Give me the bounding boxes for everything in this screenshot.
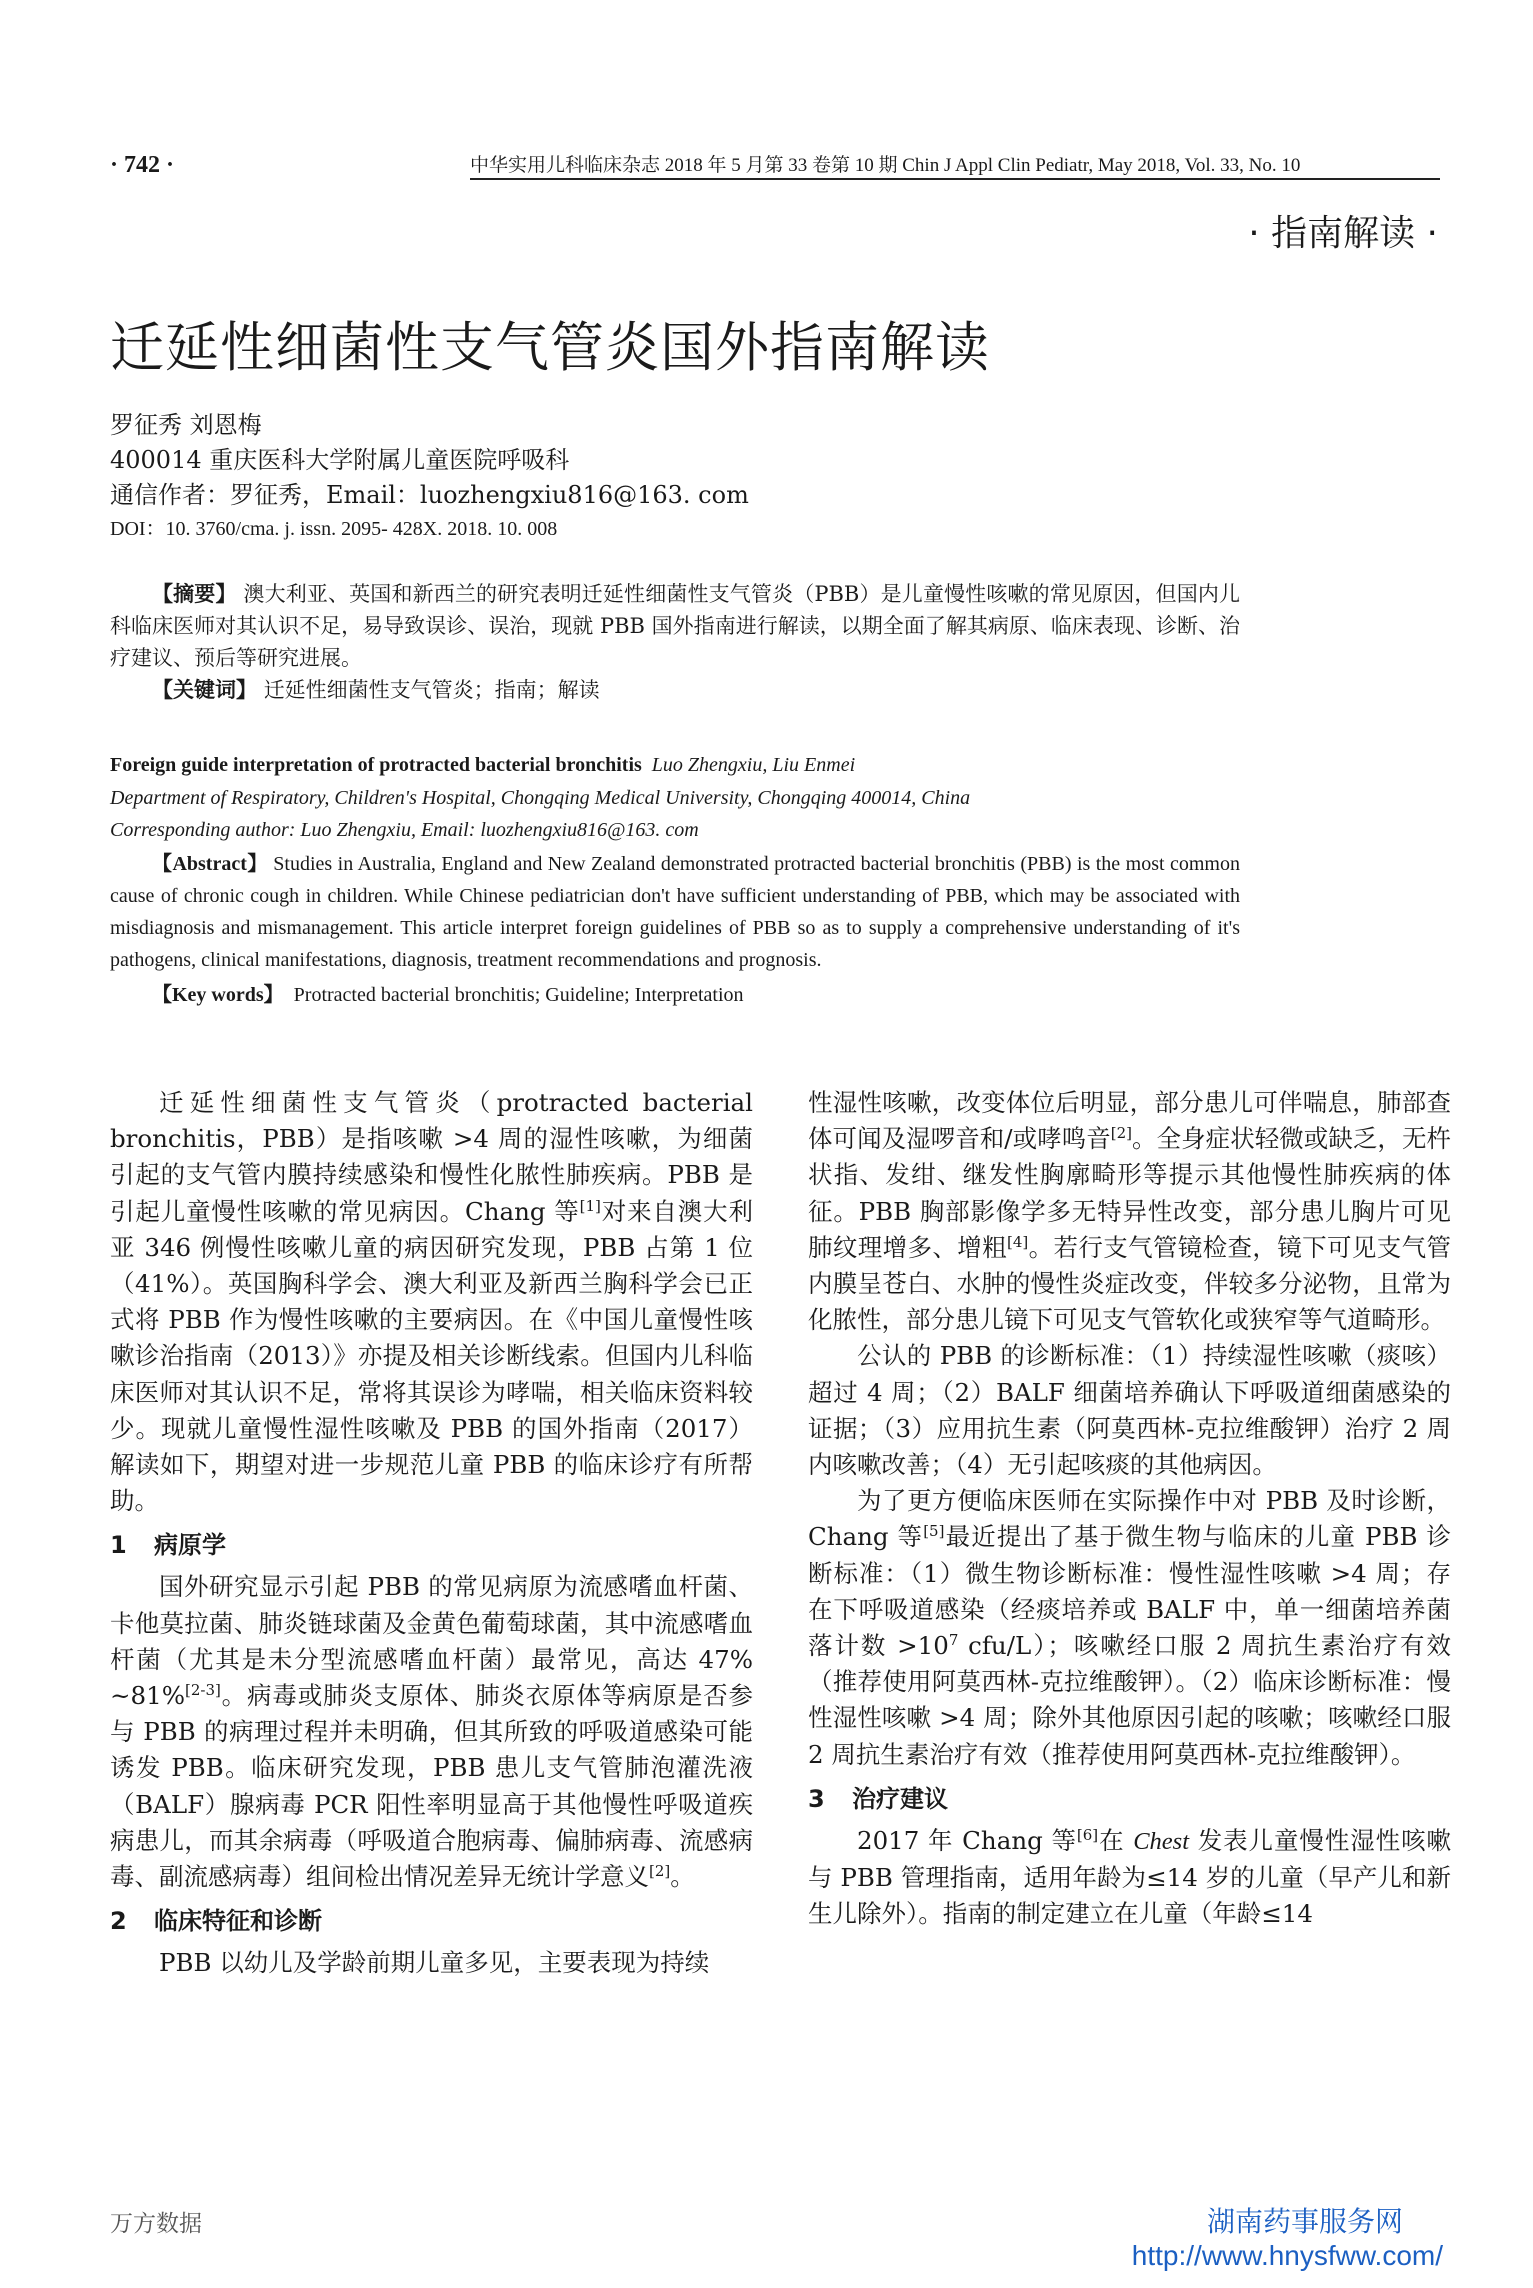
s2-text-1c: 。全身症状轻微或缺乏，无杵状指、发绀、继发性胸廓畸形等提示其他慢性肺疾病的体征。PBB 胸部影像学多无特异性改变，部分患儿胸片可见肺纹理增多、增粗: [808, 1124, 1451, 1262]
section-tag: · 指南解读 ·: [1248, 213, 1438, 254]
en-authors: Luo Zhengxiu, Liu Enmei: [651, 754, 856, 776]
section-title: 临床特征和诊断: [154, 1907, 322, 1936]
keywords-cn-text: 迁延性细菌性支气管炎；指南；解读: [263, 678, 600, 702]
section-number: 2: [110, 1907, 127, 1936]
s2-text-3b: 最近提出了基于微生物与临床的儿童 PBB 诊断标准：（1）微生物诊断标准：慢性湿性咳嗽 >4 周；存在下呼吸道感染（经痰培养或 BALF 中，单一细菌培养菌落计数 >10: [808, 1522, 1451, 1661]
section-number: 3: [808, 1784, 825, 1813]
citation: [2]: [1110, 1124, 1132, 1143]
authors: 罗征秀 刘恩梅: [110, 411, 262, 439]
correspondence: 通信作者：罗征秀，Email：luozhengxiu816@163. com: [110, 481, 749, 509]
citation: [6]: [1076, 1825, 1099, 1844]
exponent: 7: [948, 1630, 959, 1649]
section-2-paragraph-continued: [808, 1085, 1451, 1338]
abstract-en: [110, 748, 1240, 1012]
watermark-name: 湖南药事服务网: [1206, 2205, 1403, 2238]
en-keywords-label: 【Key words】: [152, 984, 284, 1006]
source-mark: 万方数据: [110, 2211, 202, 2237]
section-title: 病原学: [154, 1531, 226, 1560]
intro-paragraph: [110, 1085, 753, 1519]
s3-text-1b: 在: [1098, 1825, 1134, 1855]
citation: [1]: [579, 1196, 601, 1215]
keywords-cn-label: 【关键词】: [152, 678, 257, 702]
en-title: Foreign guide interpretation of protracted bacterial bronchitis: [110, 754, 642, 776]
section-2-paragraph-start: [110, 1945, 753, 1981]
journal-name: Chest: [1133, 1827, 1190, 1855]
en-keywords-text: Protracted bacterial bronchitis; Guideline; Interpretation: [293, 984, 744, 1006]
watermark-url[interactable]: http://www.hnysfww.com/: [1131, 2240, 1443, 2271]
s2-text-3a: 为了更方便临床医师在实际操作中对 PBB 及时诊断，Chang 等: [808, 1486, 1451, 1552]
en-abstract-text: Studies in Australia, England and New Zealand demonstrated protracted bacterial bronchitis (PBB) is the most common cause of chronic cough in children. While Chinese pediatrician don't have sufficient understanding of PBB, which may be associated with misdiagnosis and mismanagement. This article interpret foreign guidelines of PBB so as to supply a comprehensive understanding of it's pathogens, clinical manifestations, diagnosis, treatment recommendations and prognosis.: [110, 853, 1240, 971]
s1-text-3: 。: [670, 1862, 695, 1892]
keywords-cn: [152, 674, 600, 704]
section-3-heading: [808, 1781, 1451, 1817]
affiliation: 400014 重庆医科大学附属儿童医院呼吸科: [110, 446, 570, 474]
section-title: 治疗建议: [852, 1784, 948, 1813]
running-header: 中华实用儿科临床杂志 2018 年 5 月第 33 卷第 10 期 Chin J Appl Clin Pediatr, May 2018, Vol. 33, No. 10: [470, 155, 1301, 176]
intro-text-1: 迁延性细菌性支气管炎（protracted bacterial bronchitis，PBB）是指咳嗽 >4 周的湿性咳嗽，为细菌引起的支气管内膜持续感染和慢性化脓性肺疾病。PBB 是引起儿童慢性咳嗽的常见病因。Chang 等: [110, 1088, 753, 1226]
en-abstract-label: 【Abstract】: [152, 853, 268, 875]
citation: [4]: [1006, 1232, 1029, 1251]
chang-criteria-paragraph: [808, 1483, 1451, 1773]
page-number: · 742 ·: [110, 152, 175, 178]
section-3-paragraph: [808, 1823, 1451, 1933]
section-2-heading: [110, 1903, 753, 1939]
citation: [5]: [923, 1522, 945, 1541]
section-number: 1: [110, 1531, 127, 1560]
en-corresponding: Corresponding author: Luo Zhengxiu, Email: luozhengxiu816@163. com: [110, 819, 699, 841]
diagnosis-criteria-paragraph: 公认的 PBB 的诊断标准：（1）持续湿性咳嗽（痰咳）超过 4 周；（2）BALF 细菌培养确认下呼吸道细菌感染的证据；（3）应用抗生素（阿莫西林-克拉维酸钾）治疗 2 周内咳嗽改善；（4）无引起咳痰的其他病因。: [808, 1341, 1451, 1480]
s1-text-1: 国外研究显示引起 PBB 的常见病原为流感嗜血杆菌、卡他莫拉菌、肺炎链球菌及金黄色葡萄球菌，其中流感嗜血杆菌（尤其是未分型流感嗜血杆菌）最常见，高达 47% ~81%: [110, 1572, 753, 1711]
section-1-paragraph: [110, 1569, 753, 1895]
section-1-heading: [110, 1527, 753, 1563]
body-column-right: [808, 1085, 1451, 1932]
s2-text-1d: 。若行支气管镜检查，镜下可见支气管内膜呈苍白、水肿的慢性炎症改变，伴较多分泌物，且常为化脓性，部分患儿镜下可见支气管软化或狭窄等气道畸形。: [808, 1232, 1452, 1335]
s3-text-1a: 2017 年 Chang 等: [857, 1825, 1077, 1855]
en-department: Department of Respiratory, Children's Hospital, Chongqing Medical University, Chongqing 400014, China: [110, 787, 971, 809]
intro-text-2: 对来自澳大利亚 346 例慢性咳嗽儿童的病因研究发现，PBB 占第 1 位（41%）。英国胸科学会、澳大利亚及新西兰胸科学会已正式将 PBB 作为慢性咳嗽的主要病因。在《中国儿童慢性咳嗽诊治指南（2013）》亦提及相关诊断线索。但国内儿科临床医师对其认识不足，常将其误诊为哮喘，相关临床资料较少。现就儿童慢性湿性咳嗽及 PBB 的国外指南（2017）解读如下，期望对进一步规范儿童 PBB 的临床诊疗有所帮助。: [110, 1196, 754, 1516]
s2-text-1: PBB 以幼儿及学龄前期儿童多见，主要表现为持续: [159, 1948, 710, 1978]
abstract-cn-label: 【摘要】: [152, 582, 237, 606]
s3-text-1c: 发表儿童慢性湿性咳嗽与 PBB 管理指南，适用年龄为≤14 岁的儿童（早产儿和新生儿除外）。指南的制定建立在儿童（年龄≤14: [808, 1825, 1451, 1929]
header-rule: [470, 178, 1440, 180]
body-column-left: [110, 1085, 753, 1981]
s2-text-1b: 性湿性咳嗽，改变体位后明显，部分患儿可伴喘息，肺部查体可闻及湿啰音和/或哮鸣音: [808, 1088, 1451, 1154]
abstract-cn: [110, 578, 1240, 674]
article-title: 迁延性细菌性支气管炎国外指南解读: [110, 316, 990, 379]
doi: DOI：10. 3760/cma. j. issn. 2095- 428X. 2018. 10. 008: [110, 518, 558, 540]
s1-text-2: 。病毒或肺炎支原体、肺炎衣原体等病原是否参与 PBB 的病理过程并未明确，但其所致的呼吸道感染可能诱发 PBB。临床研究发现，PBB 患儿支气管肺泡灌洗液（BALF）腺病毒 PCR 阳性率明显高于其他慢性呼吸道疾病患儿，而其余病毒（呼吸道合胞病毒、偏肺病毒、流感病毒、副流感病毒）组间检出情况差异无统计学意义: [110, 1681, 753, 1892]
abstract-cn-text: 澳大利亚、英国和新西兰的研究表明迁延性细菌性支气管炎（PBB）是儿童慢性咳嗽的常见原因，但国内儿科临床医师对其认识不足，易导致误诊、误治，现就 PBB 国外指南进行解读，以期全面了解其病原、临床表现、诊断、治疗建议、预后等研究进展。: [110, 582, 1240, 670]
citation: [2-3]: [184, 1680, 221, 1699]
s2-text-3c: cfu/L）；咳嗽经口服 2 周抗生素治疗有效（推荐使用阿莫西林-克拉维酸钾）。（2）临床诊断标准：慢性湿性咳嗽 >4 周；除外其他原因引起的咳嗽；咳嗽经口服 2 周抗生素治疗有效（推荐使用阿莫西林-克拉维酸钾）。: [808, 1631, 1451, 1769]
citation: [2]: [649, 1861, 671, 1880]
